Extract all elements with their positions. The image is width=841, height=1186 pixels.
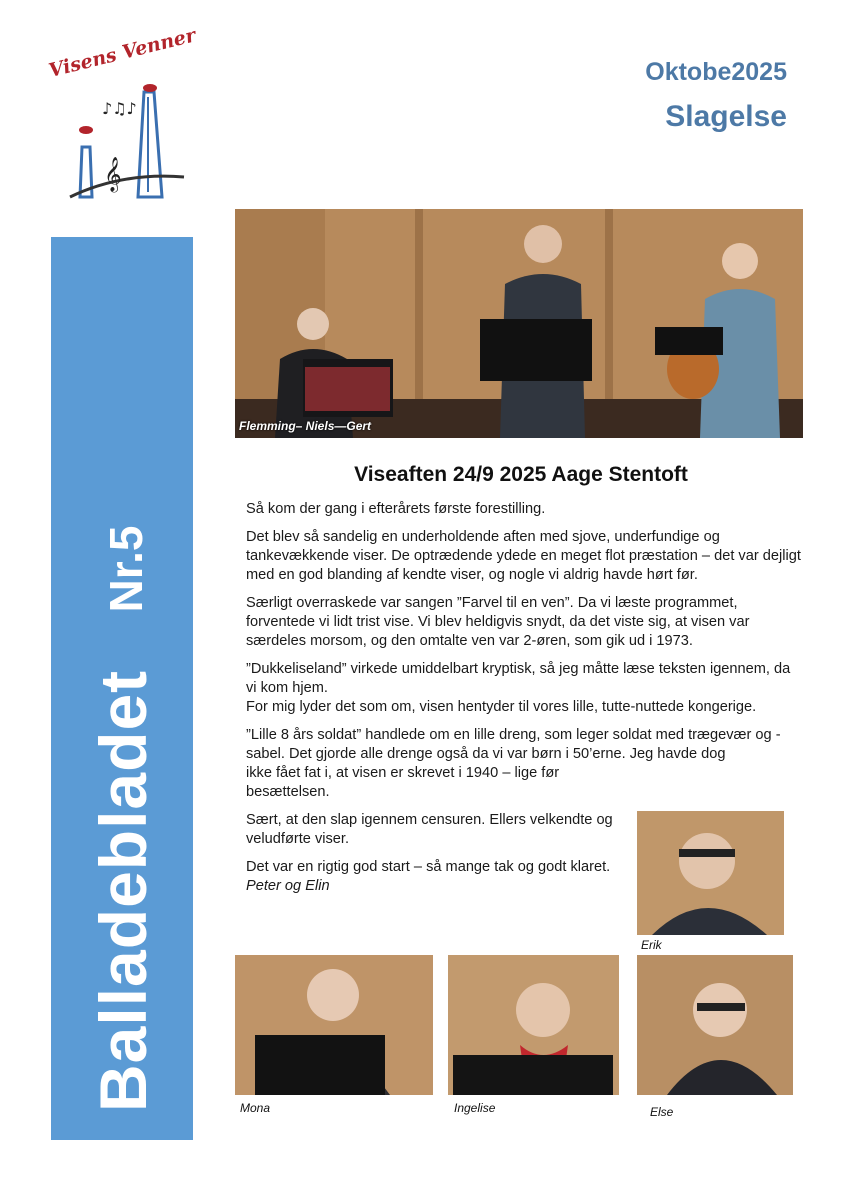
photo-erik bbox=[637, 811, 784, 935]
newsletter-title: Balladebladet bbox=[86, 669, 160, 1112]
main-photo bbox=[235, 209, 803, 438]
svg-text:♪♫♪: ♪♫♪ bbox=[102, 99, 137, 118]
issue-month: Oktobe2025 bbox=[645, 58, 787, 86]
paragraph-text: ”Dukkeliseland” virkede umiddelbart kryptisk, så jeg måtte læse teksten igennem, da vi kom hjem. bbox=[246, 661, 791, 696]
main-photo-caption: Flemming– Niels—Gert bbox=[239, 419, 372, 433]
logo-text: Visens Venner bbox=[46, 24, 198, 83]
issue-city: Slagelse bbox=[665, 100, 787, 133]
paragraph bbox=[246, 858, 620, 896]
paragraph: Særligt overraskede var sangen ”Farvel til en ven”. Da vi læste programmet, forventede vi lidt trist vise. Vi blev heldigvis snydt, da det viste sig, at visen var særdeles morsom, og den omtalte ven var 2-øren, som gik ud i 1973. bbox=[246, 595, 750, 649]
sidebar-band bbox=[51, 237, 193, 1140]
svg-text:𝄞: 𝄞 bbox=[104, 157, 122, 192]
signature: Peter og Elin bbox=[246, 878, 330, 894]
paragraph-text: Det var en rigtig god start – så mange tak og godt klaret. bbox=[246, 859, 611, 875]
paragraph bbox=[246, 660, 802, 717]
photo-ingelise bbox=[448, 955, 619, 1095]
photo-caption-erik: Erik bbox=[641, 938, 662, 952]
paragraph-text: ”Lille 8 års soldat” handlede om en lille dreng, som leger soldat med trægevær og -sabel. Det gjorde alle drenge også da vi var børn i 50’erne. Jeg havde dog bbox=[246, 727, 781, 762]
photo-caption-else: Else bbox=[650, 1105, 674, 1119]
paragraph: Så kom der gang i efterårets første forestilling. bbox=[246, 501, 546, 517]
paragraph-text: For mig lyder det som om, visen hentyder til vores lille, tutte-nuttede kongerige. bbox=[246, 699, 757, 715]
photo-caption-ingelise: Ingelise bbox=[454, 1101, 496, 1115]
paragraph: Sært, at den slap igennem censuren. Ellers velkendte og veludførte viser. bbox=[246, 812, 613, 847]
photo-else bbox=[637, 955, 793, 1095]
article-title: Viseaften 24/9 2025 Aage Stentoft bbox=[354, 463, 688, 486]
paragraph: Det blev så sandelig en underholdende aften med sjove, underfundige og tankevækkende viser. De optrædende ydede en meget flot præstation – det var dejligt med en god blanding af kendte viser, og nogle vi aldrig havde hørt før. bbox=[246, 529, 801, 583]
visens-venner-logo bbox=[46, 24, 198, 212]
paragraph: ikke fået fat i, at visen er skrevet i 1940 – lige før besættelsen. bbox=[246, 765, 560, 800]
paragraph bbox=[246, 726, 802, 764]
photo-caption-mona: Mona bbox=[240, 1101, 271, 1115]
photo-mona bbox=[235, 955, 433, 1095]
issue-number: Nr.5 bbox=[100, 525, 152, 613]
